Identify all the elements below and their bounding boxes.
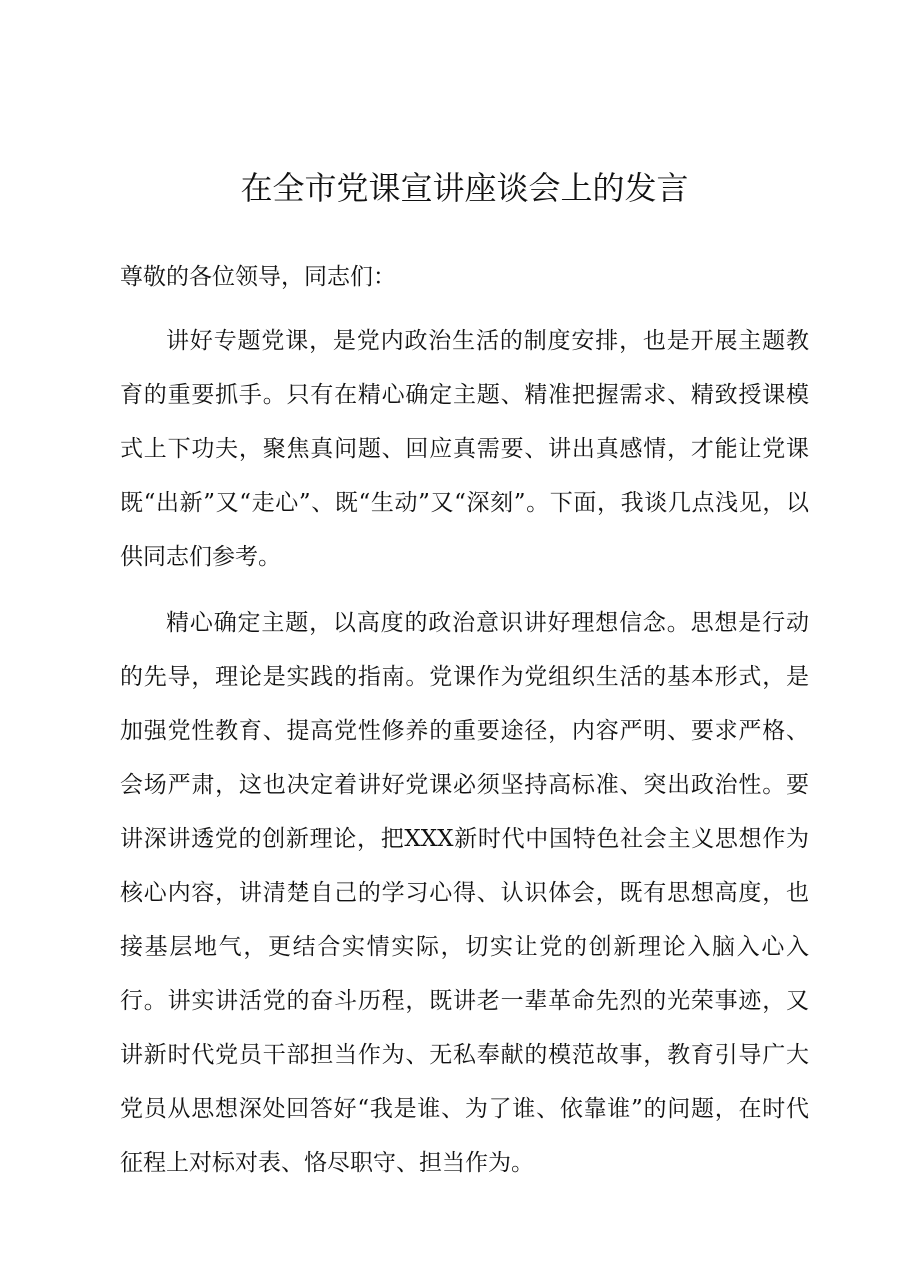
paragraph-intro: 讲好专题党课，是党内政治生活的制度安排，也是开展主题教育的重要抓手。只有在精心确定主题、精准把握需求、精致授课模式上下功夫，聚焦真问题、回应真需要、讲出真感情，才能让党课既“出新”又“走心”、既“生动”又“深刻”。下面，我谈几点浅见，以供同志们参考。	[120, 328, 809, 570]
document-title: 在全市党课宣讲座谈会上的发言	[240, 169, 689, 207]
paragraph-theme: 精心确定主题，以高度的政治意识讲好理想信念。思想是行动的先导，理论是实践的指南。党课作为党组织生活的基本形式，是加强党性教育、提高党性修养的重要途径，内容严明、要求严格、会场严肃，这也决定着讲好党课必须坚持高标准、突出政治性。要讲深讲透党的创新理论，把XXX新时代中国特色社会主义思想作为核心内容，讲清楚自己的学习心得、认识体会，既有思想高度，也接基层地气，更结合实情实际，切实让党的创新理论入脑入心入行。讲实讲活党的奋斗历程，既讲老一辈革命先烈的光荣事迹，又讲新时代党员干部担当作为、无私奉献的模范故事，教育引导广大党员从思想深处回答好“我是谁、为了谁、依靠谁”的问题，在时代征程上对标对表、恪尽职守、担当作为。	[120, 610, 809, 1176]
salutation: 尊敬的各位领导，同志们：	[120, 264, 396, 290]
